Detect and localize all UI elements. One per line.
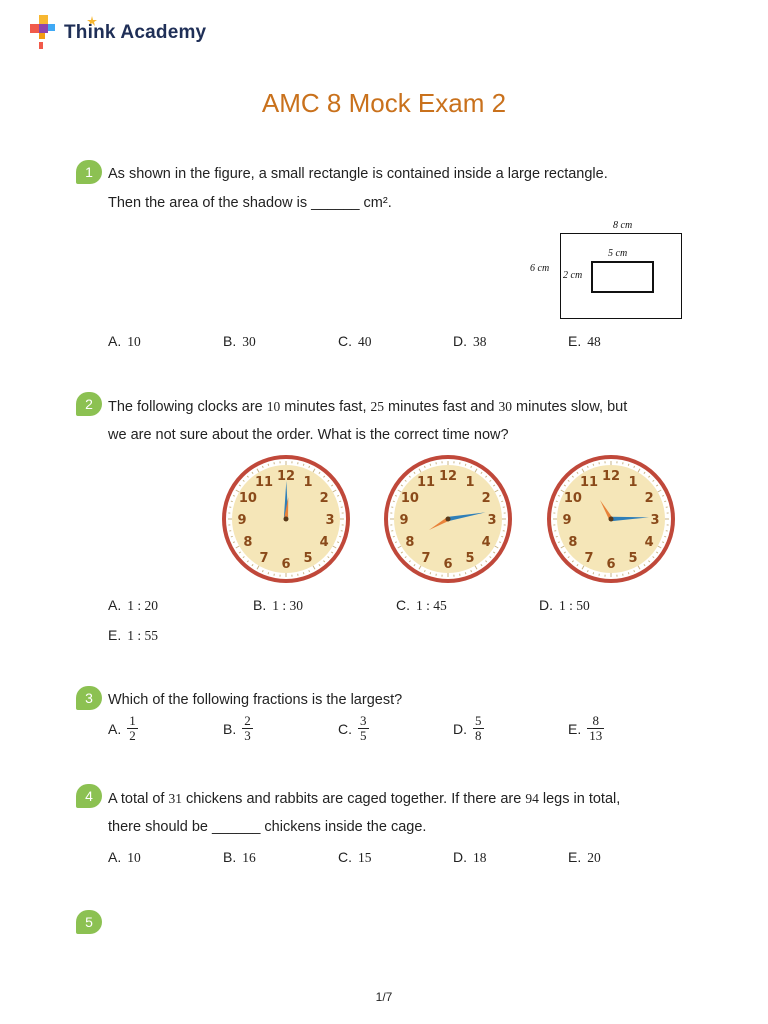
choice-b[interactable]: B. 16 bbox=[223, 849, 256, 865]
clock-tick bbox=[501, 501, 503, 502]
fraction: $\frac{1}{2}$ bbox=[129, 713, 136, 743]
choice-a[interactable]: A. 10 bbox=[108, 849, 141, 865]
clock-numeral: 5 bbox=[465, 551, 475, 567]
clock-numeral: 9 bbox=[237, 513, 247, 528]
clock-tick bbox=[593, 572, 594, 574]
clock-numeral: 9 bbox=[562, 513, 572, 528]
clock-tick bbox=[628, 464, 629, 466]
choice-a[interactable]: A. 1 : 20 bbox=[108, 597, 158, 613]
choice-b[interactable]: B. $\frac{2}{3}$ bbox=[223, 713, 251, 743]
clock-numeral: 10 bbox=[238, 491, 257, 506]
fraction: $\frac{5}{8}$ bbox=[475, 713, 482, 743]
clock-tick bbox=[268, 464, 269, 466]
choice-e[interactable]: E. 48 bbox=[568, 333, 601, 349]
clock-tick bbox=[430, 572, 431, 574]
clock-tick bbox=[628, 572, 629, 574]
question-1-line-2: Then the area of the shadow is ______ cm². bbox=[108, 195, 392, 211]
clock-tick bbox=[664, 501, 666, 502]
clock-numeral: 12 bbox=[601, 469, 621, 484]
clock-numeral: 3 bbox=[650, 513, 660, 528]
clock-tick bbox=[430, 464, 431, 466]
clock-numeral: 11 bbox=[254, 474, 274, 490]
clock-tick bbox=[268, 572, 269, 574]
clock-center bbox=[284, 517, 289, 522]
clock-tick bbox=[593, 464, 594, 466]
choice-b[interactable]: B. 30 bbox=[223, 333, 256, 349]
question-3-line-1: Which of the following fractions is the largest? bbox=[108, 692, 403, 708]
clock-tick bbox=[465, 464, 466, 466]
clock-numeral: 8 bbox=[243, 535, 253, 550]
clock-numeral: 4 bbox=[481, 535, 491, 550]
page-number: 1/7 bbox=[375, 990, 393, 1004]
choice-e[interactable]: E. $\frac{8}{13}$ bbox=[568, 713, 603, 743]
clock-tick bbox=[339, 536, 341, 537]
rectangle-figure bbox=[528, 216, 688, 326]
clock-tick bbox=[393, 536, 395, 537]
clock-tick bbox=[393, 501, 395, 502]
clock-numeral: 11 bbox=[416, 474, 436, 490]
fraction: $\frac{3}{5}$ bbox=[360, 713, 367, 743]
clock-numeral: 10 bbox=[563, 491, 582, 506]
clock-numeral: 5 bbox=[303, 551, 313, 567]
inner-width-label: 5 cm bbox=[608, 248, 628, 259]
clock-numeral: 7 bbox=[421, 551, 431, 567]
think-academy-logo-icon bbox=[28, 12, 64, 52]
choice-b[interactable]: B. 1 : 30 bbox=[253, 597, 303, 613]
inner-rectangle bbox=[591, 261, 654, 293]
choice-d[interactable]: D. 1 : 50 bbox=[539, 597, 590, 613]
outer-height-label: 6 cm bbox=[530, 263, 550, 274]
question-2-line-1: The following clocks are 10 minutes fast, 25 minutes fast and 30 minutes slow, but bbox=[108, 399, 628, 415]
clock-tick bbox=[303, 464, 304, 466]
clock-numeral: 11 bbox=[579, 474, 599, 490]
clock-numeral: 12 bbox=[438, 469, 458, 484]
clock-numeral: 6 bbox=[606, 557, 616, 572]
clock-numeral: 1 bbox=[303, 474, 313, 490]
clock-tick bbox=[339, 501, 341, 502]
choice-c[interactable]: C. 1 : 45 bbox=[396, 597, 447, 613]
clock-center bbox=[609, 517, 614, 522]
clock-numeral: 9 bbox=[399, 513, 409, 528]
clock-numeral: 2 bbox=[319, 491, 329, 506]
question-number-badge: 5 bbox=[76, 910, 102, 934]
fraction: $\frac{8}{13}$ bbox=[589, 713, 603, 743]
clock-numeral: 2 bbox=[644, 491, 654, 506]
brand-name: Think Academy bbox=[64, 22, 207, 43]
question-1-line-1: As shown in the figure, a small rectangle is contained inside a large rectangle. bbox=[108, 166, 608, 182]
clock-numeral: 8 bbox=[568, 535, 578, 550]
question-number-badge: 1 bbox=[76, 160, 102, 184]
question-number-badge: 2 bbox=[76, 392, 102, 416]
question-4-line-1: A total of 31 chickens and rabbits are caged together. If there are 94 legs in total, bbox=[108, 791, 621, 807]
choice-c[interactable]: C. $\frac{3}{5}$ bbox=[338, 713, 367, 743]
clock-numeral: 4 bbox=[319, 535, 329, 550]
clock-numeral: 8 bbox=[405, 535, 415, 550]
clock-tick bbox=[556, 536, 558, 537]
choice-a[interactable]: A. $\frac{1}{2}$ bbox=[108, 713, 136, 743]
choice-d[interactable]: D. 38 bbox=[453, 333, 487, 349]
clock-tick bbox=[303, 572, 304, 574]
clock-tick bbox=[231, 501, 233, 502]
clock-tick bbox=[664, 536, 666, 537]
clock-2 bbox=[378, 454, 518, 584]
choice-e[interactable]: E. 20 bbox=[568, 849, 601, 865]
question-4-line-2: there should be ______ chickens inside the cage. bbox=[108, 819, 427, 835]
page-title: AMC 8 Mock Exam 2 bbox=[261, 88, 507, 118]
clock-numeral: 6 bbox=[281, 557, 291, 572]
clock-numeral: 5 bbox=[628, 551, 638, 567]
clock-numeral: 6 bbox=[443, 557, 453, 572]
question-2-line-2: we are not sure about the order. What is the correct time now? bbox=[108, 427, 509, 443]
clock-center bbox=[446, 517, 451, 522]
clock-3 bbox=[541, 454, 681, 584]
choice-a[interactable]: A. 10 bbox=[108, 333, 141, 349]
fraction: $\frac{2}{3}$ bbox=[244, 713, 251, 743]
question-number-badge: 4 bbox=[76, 784, 102, 808]
outer-width-label: 8 cm bbox=[613, 220, 633, 231]
choice-e[interactable]: E. 1 : 55 bbox=[108, 627, 158, 643]
clock-numeral: 7 bbox=[584, 551, 594, 567]
choice-d[interactable]: D. $\frac{5}{8}$ bbox=[453, 713, 482, 743]
clock-tick bbox=[501, 536, 503, 537]
clock-numeral: 1 bbox=[465, 474, 475, 490]
clock-tick bbox=[231, 536, 233, 537]
clock-numeral: 3 bbox=[487, 513, 497, 528]
question-number-badge: 3 bbox=[76, 686, 102, 710]
clock-1 bbox=[216, 454, 356, 584]
clock-numeral: 1 bbox=[628, 474, 638, 490]
choice-d[interactable]: D. 18 bbox=[453, 849, 487, 865]
clock-numeral: 10 bbox=[400, 491, 419, 506]
clock-numeral: 4 bbox=[644, 535, 654, 550]
clock-tick bbox=[465, 572, 466, 574]
clock-numeral: 7 bbox=[259, 551, 269, 567]
clock-tick bbox=[556, 501, 558, 502]
choice-c[interactable]: C. 40 bbox=[338, 333, 372, 349]
clock-numeral: 2 bbox=[481, 491, 491, 506]
inner-height-label: 2 cm bbox=[563, 270, 583, 281]
clock-numeral: 12 bbox=[276, 469, 296, 484]
choice-c[interactable]: C. 15 bbox=[338, 849, 372, 865]
clock-numeral: 3 bbox=[325, 513, 335, 528]
